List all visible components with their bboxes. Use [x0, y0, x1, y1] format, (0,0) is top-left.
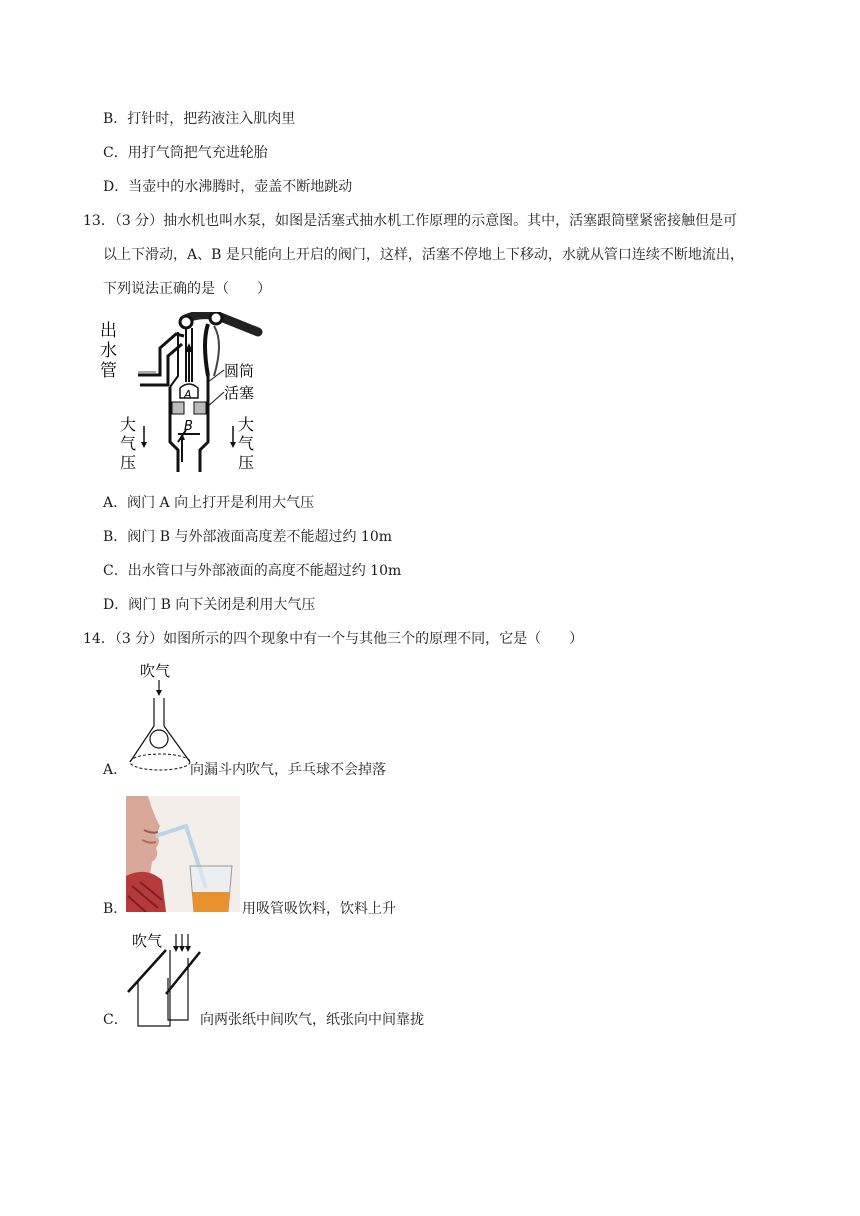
atm-right-label-2: 气: [238, 434, 255, 453]
outlet-label-1: 出: [100, 321, 117, 341]
piston-pump-figure: [98, 312, 264, 480]
q14-stem: 14．（3 分）如图所示的四个现象中有一个与其他三个的原理不同，它是（ ）: [83, 631, 584, 647]
q14-option-c-letter: C．: [103, 1012, 128, 1028]
funnel-blow-label: 吹气: [140, 662, 171, 680]
q13-stem-line-2: 以上下滑动，A、B 是只能向上开启的阀门，这样，活塞不停地上下移动，水就从管口连续不断地流出，: [103, 247, 744, 263]
q13-stem-line-3: 下列说法正确的是（ ）: [103, 281, 271, 297]
q12-option-b: B．打针时，把药液注入肌肉里: [103, 111, 296, 127]
valve-b-label: B: [184, 419, 193, 434]
atm-right-label-3: 压: [238, 453, 255, 472]
q12-option-c: C．用打气筒把气充进轮胎: [103, 145, 268, 161]
papers-blow-label: 吹气: [132, 932, 163, 950]
outlet-label-2: 水: [100, 341, 117, 361]
q13-option-d: D．阀门 B 向下关闭是利用大气压: [103, 597, 316, 613]
valve-a-label: A: [184, 388, 192, 401]
q14-option-a-letter: A．: [103, 762, 128, 778]
q14-option-b-text: 用吸管吸饮料，饮料上升: [242, 901, 396, 917]
q14-option-c-text: 向两张纸中间吹气，纸张向中间靠拢: [200, 1012, 424, 1028]
q13-option-a: A．阀门 A 向上打开是利用大气压: [103, 495, 315, 511]
atm-left-label-3: 压: [120, 453, 137, 472]
outlet-label-3: 管: [100, 361, 117, 381]
q12-option-d: D．当壶中的水沸腾时，壶盖不断地跳动: [103, 179, 353, 195]
atm-left-label-2: 气: [120, 434, 137, 453]
q13-option-c: C．出水管口与外部液面的高度不能超过约 10m: [103, 563, 402, 579]
piston-label: 活塞: [224, 384, 255, 402]
q14-option-a-text: 向漏斗内吹气，乒乓球不会掉落: [190, 762, 386, 778]
atm-right-label-1: 大: [238, 415, 255, 434]
q13-stem-line-1: 13．（3 分）抽水机也叫水泵，如图是活塞式抽水机工作原理的示意图。其中，活塞跟筒壁紧密接触但是可: [83, 213, 738, 229]
two-papers-figure: [124, 930, 204, 1030]
cylinder-label: 圆筒: [224, 362, 255, 380]
atm-left-label-1: 大: [120, 415, 137, 434]
q14-option-b-letter: B．: [103, 901, 128, 917]
straw-drinking-photo: [126, 796, 240, 912]
q13-option-b: B．阀门 B 与外部液面高度差不能超过约 10m: [103, 529, 393, 545]
